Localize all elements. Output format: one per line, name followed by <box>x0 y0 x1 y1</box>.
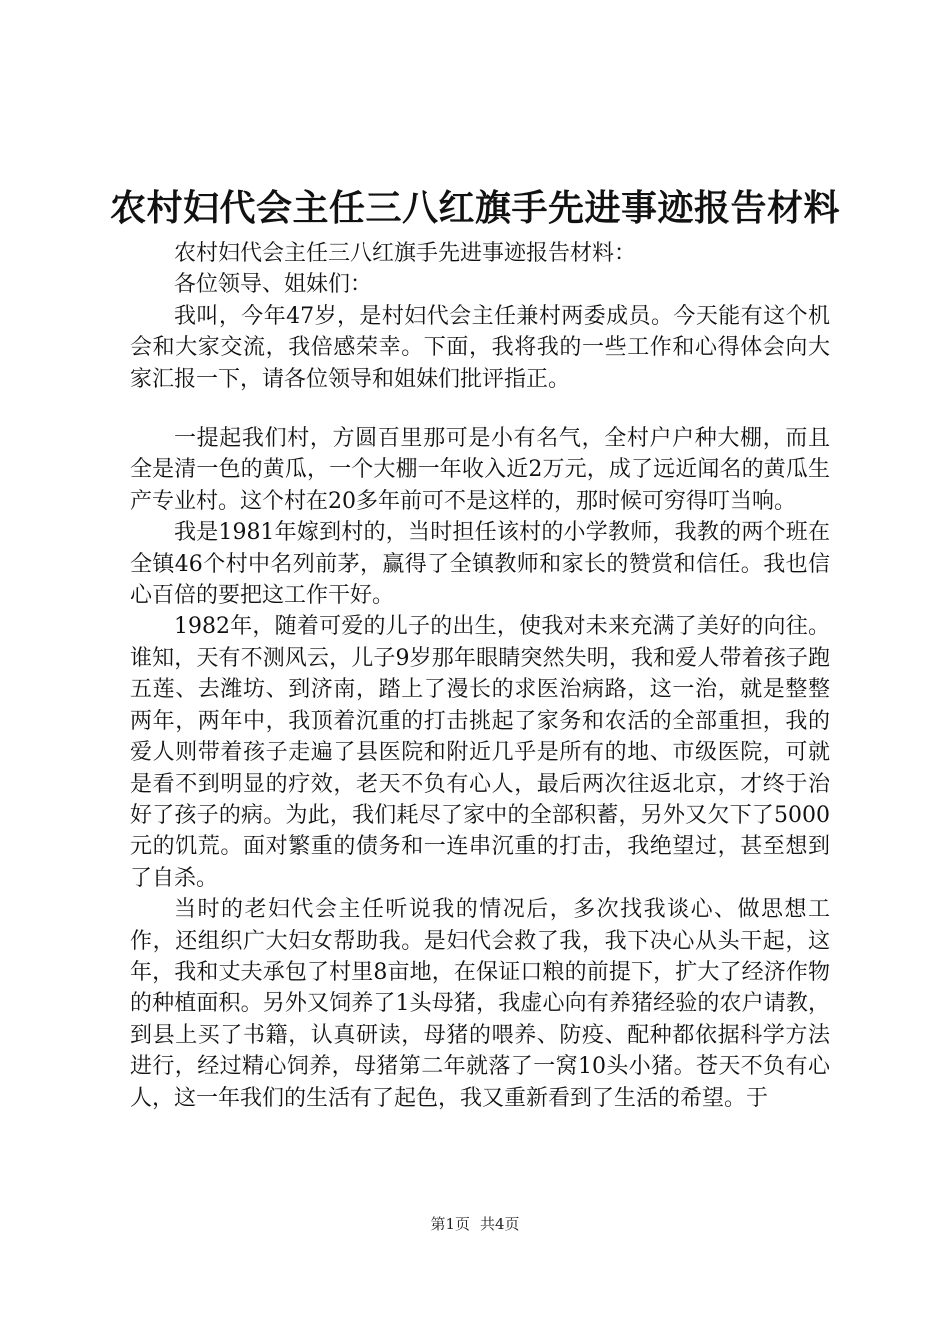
paragraph-village-background: 一提起我们村，方圆百里那可是小有名气，全村户户种大棚，而且全是清一色的黄瓜，一个大棚一年收入近2万元，成了远近闻名的黄瓜生产专业村。这个村在20多年前可不是这样的，那时候可穷得叮当响。 <box>130 426 830 514</box>
page-number: 第1页 <box>430 1215 470 1233</box>
page-total: 共4页 <box>480 1215 520 1233</box>
paragraph-family-hardship: 1982年，随着可爱的儿子的出生，使我对未来充满了美好的向往。谁知，天有不测风云，儿子9岁那年眼睛突然失明，我和爱人带着孩子跑五莲、去潍坊、到济南，踏上了漫长的求医治病路，这一治，就是整整两年，两年中，我顶着沉重的打击挑起了家务和农活的全部重担，我的爱人则带着孩子走遍了县医院和附近几乎是所有的地、市级医院，可就是看不到明显的疗效，老天不负有心人，最后两次往返北京，才终于治好了孩子的病。为此，我们耗尽了家中的全部积蓄，另外又欠下了5000元的饥荒。面对繁重的债务和一连串沉重的打击，我绝望过，甚至想到了自杀。 <box>130 614 830 891</box>
paragraph-heading-repeat: 农村妇代会主任三八红旗手先进事迹报告材料： <box>174 241 637 266</box>
page-footer <box>0 1214 950 1234</box>
paragraph-recovery: 当时的老妇代会主任听说我的情况后，多次找我谈心、做思想工作，还组织广大妇女帮助我。是妇代会救了我，我下决心从头干起，这年，我和丈夫承包了村里8亩地，在保证口粮的前提下，扩大了经济作物的种植面积。另外又饲养了1头母猪，我虚心向有养猪经验的农户请教，到县上买了书籍，认真研读，母猪的喂养、防疫、配种都依据科学方法进行，经过精心饲养，母猪第二年就落了一窝10头小猪。苍天不负有心人，这一年我们的生活有了起色，我又重新看到了生活的希望。于 <box>130 897 830 1111</box>
document-body <box>130 238 830 1114</box>
document-title: 农村妇代会主任三八红旗手先进事迹报告材料 <box>109 187 840 229</box>
paragraph-teacher-career: 我是1981年嫁到村的，当时担任该村的小学教师，我教的两个班在全镇46个村中名列前茅，赢得了全镇教师和家长的赞赏和信任。我也信心百倍的要把这工作干好。 <box>130 520 830 609</box>
paragraph-introduction: 我叫，今年47岁，是村妇代会主任兼村两委成员。今天能有这个机会和大家交流，我倍感荣幸。下面，我将我的一些工作和心得体会向大家汇报一下，请各位领导和姐妹们批评指正。 <box>130 303 830 392</box>
paragraph-salutation: 各位领导、姐妹们： <box>174 272 373 298</box>
